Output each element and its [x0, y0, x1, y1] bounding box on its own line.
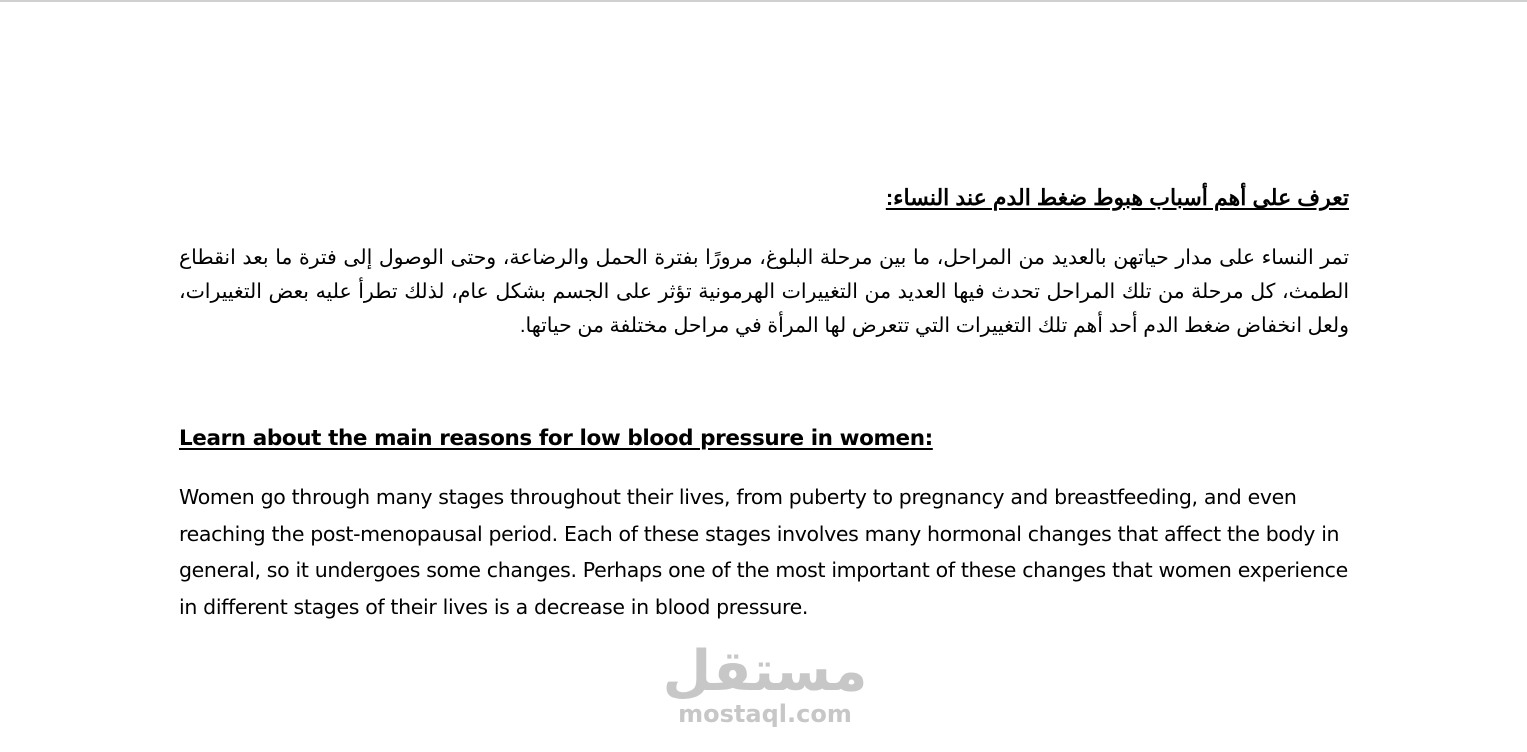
watermark-arabic-logo: مستقل — [662, 639, 868, 704]
watermark-domain: mostaql.com — [678, 700, 852, 728]
english-heading: Learn about the main reasons for low blood pressure in women: — [179, 426, 933, 451]
mostaql-watermark — [660, 640, 870, 728]
english-paragraph: Women go through many stages throughout their lives, from puberty to pregnancy and breastfeeding, and even reaching the post-menopausal period. Each of these stages involves many hormonal changes that affect the body in general, so it undergoes some changes. Perhaps one of the most important of these changes that women experience in different stages of their lives is a decrease in blood pressure. — [179, 485, 1348, 619]
arabic-heading: تعرف على أهم أسباب هبوط ضغط الدم عند النساء: — [885, 185, 1349, 210]
arabic-paragraph: تمر النساء على مدار حياتهن بالعديد من المراحل، ما بين مرحلة البلوغ، مرورًا بفترة الحمل والرضاعة، وحتى الوصول إلى فترة ما بعد انقطاع الطمث، كل مرحلة من تلك المراحل تحدث فيها العديد من التغييرات الهرمونية تؤثر على الجسم بشكل عام، لذلك تطرأ عليه بعض التغييرات، ولعل انخفاض ضغط الدم أحد أهم تلك التغييرات التي تتعرض لها المرأة في مراحل مختلفة من حياتها. — [179, 247, 1349, 337]
